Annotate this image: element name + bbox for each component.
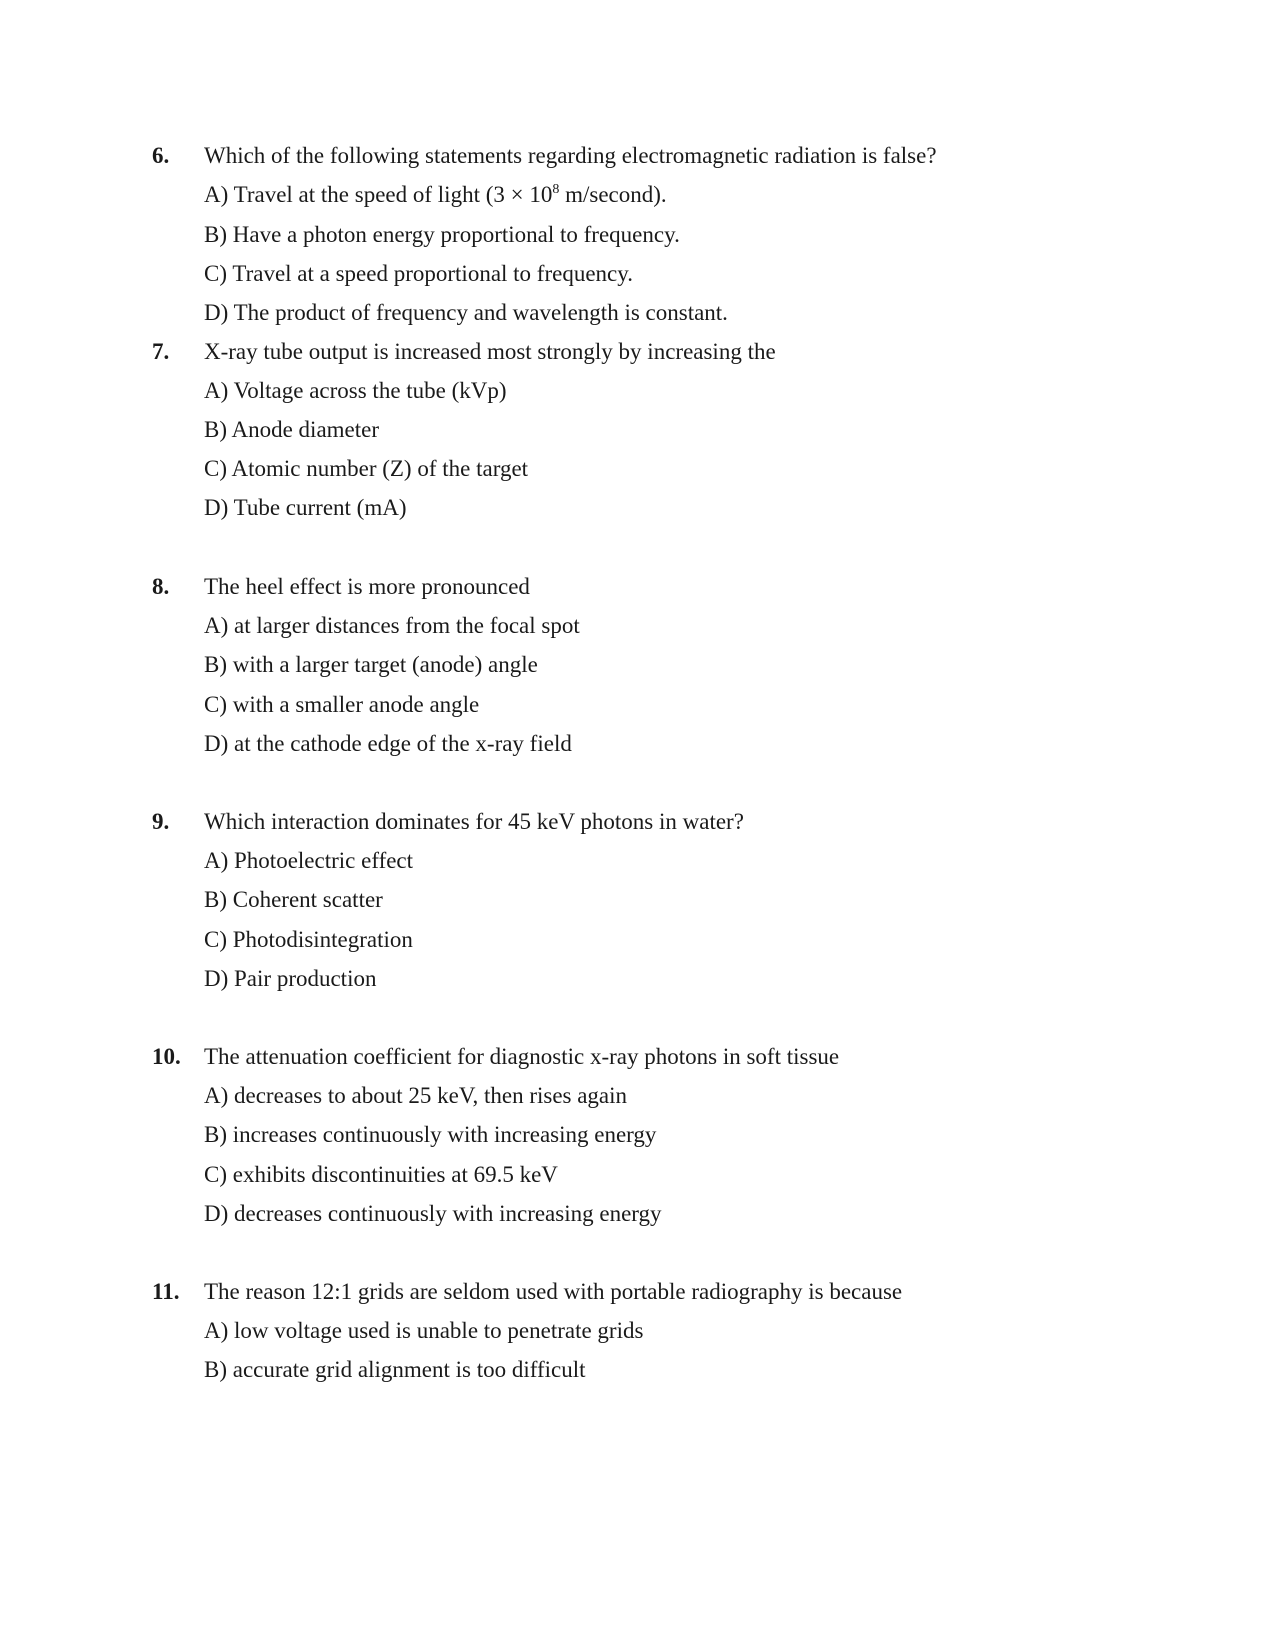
question-number: 7. <box>152 339 170 364</box>
option-d: D) The product of frequency and wavelength is constant. <box>204 300 728 325</box>
option-c: C) Photodisintegration <box>204 927 413 952</box>
option-d: D) at the cathode edge of the x-ray field <box>204 731 572 756</box>
question-number: 11. <box>152 1279 180 1304</box>
option-a-text: A) Travel at the speed of light (3 × 10 <box>204 182 553 207</box>
option-a: A) Photoelectric effect <box>204 848 414 873</box>
option-d: D) Tube current (mA) <box>204 495 407 520</box>
question-text: X-ray tube output is increased most strongly by increasing the <box>204 339 776 364</box>
option-d: D) Pair production <box>204 966 377 991</box>
question-text: The heel effect is more pronounced <box>204 574 530 599</box>
question-text: Which interaction dominates for 45 keV photons in water? <box>204 809 744 834</box>
option-a: A) decreases to about 25 keV, then rises again <box>204 1083 628 1108</box>
question-number: 9. <box>152 809 170 834</box>
option-b: B) with a larger target (anode) angle <box>204 652 538 677</box>
option-a: A) low voltage used is unable to penetrate grids <box>204 1318 644 1343</box>
option-c: C) with a smaller anode angle <box>204 692 480 717</box>
option-a-suffix: m/second). <box>559 182 667 207</box>
question-number: 8. <box>152 574 170 599</box>
option-a: A) Voltage across the tube (kVp) <box>204 378 507 403</box>
option-a: A) at larger distances from the focal spot <box>204 613 580 638</box>
question-text: Which of the following statements regarding electromagnetic radiation is false? <box>204 143 937 168</box>
question-text: The attenuation coefficient for diagnostic x-ray photons in soft tissue <box>204 1044 840 1069</box>
option-b: B) Anode diameter <box>204 417 380 442</box>
option-b: B) increases continuously with increasing energy <box>204 1122 657 1147</box>
option-c: C) Atomic number (Z) of the target <box>204 456 529 481</box>
option-d: D) decreases continuously with increasing energy <box>204 1201 662 1226</box>
option-c: C) exhibits discontinuities at 69.5 keV <box>204 1162 558 1187</box>
question-text: The reason 12:1 grids are seldom used with portable radiography is because <box>204 1279 903 1304</box>
option-b: B) Coherent scatter <box>204 887 383 912</box>
option-b: B) accurate grid alignment is too difficult <box>204 1357 586 1382</box>
option-b: B) Have a photon energy proportional to frequency. <box>204 222 680 247</box>
question-number: 10. <box>152 1044 181 1069</box>
question-number: 6. <box>152 143 170 168</box>
option-c: C) Travel at a speed proportional to frequency. <box>204 261 634 286</box>
option-a <box>204 181 667 209</box>
option-a-exponent: 8 <box>552 182 560 197</box>
